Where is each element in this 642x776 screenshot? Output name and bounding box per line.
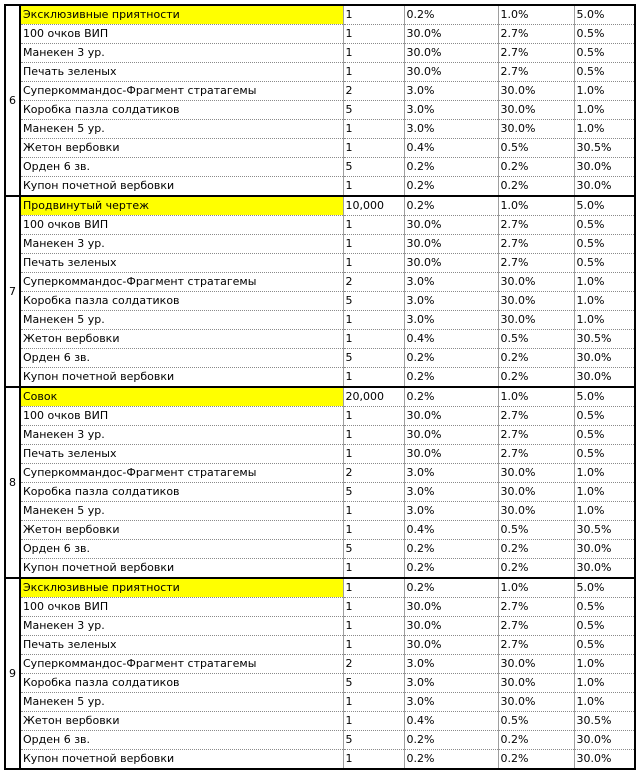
table-row [5, 177, 635, 197]
chance-2-cell[interactable]: 0.5% [498, 712, 574, 731]
group-index-cell[interactable]: 7 [5, 196, 20, 387]
chance-2-cell[interactable]: 0.5% [498, 521, 574, 540]
table-row [5, 25, 635, 44]
item-name-cell[interactable]: Жетон вербовки [20, 330, 343, 349]
table-row [5, 120, 635, 139]
rewards-table-body [5, 5, 635, 769]
table-row [5, 655, 635, 674]
chance-3-cell[interactable]: 30.5% [574, 712, 635, 731]
table-row [5, 464, 635, 483]
chance-3-cell[interactable]: 0.5% [574, 426, 635, 445]
table-row [5, 349, 635, 368]
chance-3-cell[interactable]: 1.0% [574, 120, 635, 139]
chance-1-cell[interactable]: 3.0% [404, 292, 498, 311]
chance-3-cell[interactable]: 30.0% [574, 349, 635, 368]
chance-2-cell[interactable]: 30.0% [498, 464, 574, 483]
chance-1-cell[interactable]: 0.2% [404, 750, 498, 770]
item-name-cell[interactable]: 100 очков ВИП [20, 216, 343, 235]
table-row [5, 712, 635, 731]
quantity-cell[interactable]: 1 [343, 330, 404, 349]
chance-2-cell[interactable]: 1.0% [498, 196, 574, 216]
chance-2-cell[interactable]: 30.0% [498, 273, 574, 292]
chance-3-cell[interactable]: 0.5% [574, 254, 635, 273]
item-name-cell[interactable]: Манекен 3 ур. [20, 617, 343, 636]
chance-3-cell[interactable]: 30.5% [574, 330, 635, 349]
quantity-cell[interactable]: 1 [343, 235, 404, 254]
table-row [5, 273, 635, 292]
rewards-table [4, 4, 636, 770]
chance-1-cell[interactable]: 0.2% [404, 731, 498, 750]
chance-3-cell[interactable]: 1.0% [574, 502, 635, 521]
item-name-cell[interactable]: Коробка пазла солдатиков [20, 674, 343, 693]
item-name-cell[interactable]: Печать зеленых [20, 636, 343, 655]
chance-3-cell[interactable]: 30.5% [574, 521, 635, 540]
item-name-cell[interactable]: Печать зеленых [20, 254, 343, 273]
table-row [5, 578, 635, 598]
quantity-cell[interactable]: 2 [343, 464, 404, 483]
item-name-cell[interactable]: Коробка пазла солдатиков [20, 101, 343, 120]
chance-2-cell[interactable]: 1.0% [498, 5, 574, 25]
quantity-cell[interactable]: 1 [343, 598, 404, 617]
table-row [5, 407, 635, 426]
chance-1-cell[interactable]: 30.0% [404, 216, 498, 235]
item-name-cell[interactable]: Купон почетной вербовки [20, 177, 343, 197]
chance-1-cell[interactable]: 30.0% [404, 598, 498, 617]
item-name-cell[interactable]: Коробка пазла солдатиков [20, 292, 343, 311]
table-row [5, 521, 635, 540]
chance-3-cell[interactable]: 1.0% [574, 292, 635, 311]
chance-1-cell[interactable]: 3.0% [404, 655, 498, 674]
chance-2-cell[interactable]: 2.7% [498, 216, 574, 235]
table-row [5, 636, 635, 655]
item-name-cell[interactable]: Печать зеленых [20, 63, 343, 82]
chance-1-cell[interactable]: 0.2% [404, 559, 498, 579]
chance-3-cell[interactable]: 1.0% [574, 674, 635, 693]
chance-2-cell[interactable]: 30.0% [498, 655, 574, 674]
chance-3-cell[interactable]: 0.5% [574, 216, 635, 235]
table-row [5, 63, 635, 82]
chance-1-cell[interactable]: 30.0% [404, 426, 498, 445]
chance-2-cell[interactable]: 2.7% [498, 235, 574, 254]
table-row [5, 330, 635, 349]
quantity-cell[interactable]: 2 [343, 273, 404, 292]
quantity-cell[interactable]: 5 [343, 158, 404, 177]
chance-2-cell[interactable]: 0.2% [498, 177, 574, 197]
item-name-cell[interactable]: Манекен 3 ур. [20, 44, 343, 63]
item-name-cell[interactable]: Печать зеленых [20, 445, 343, 464]
chance-3-cell[interactable]: 0.5% [574, 407, 635, 426]
table-row [5, 693, 635, 712]
item-name-cell[interactable]: Орден 6 зв. [20, 349, 343, 368]
table-row [5, 196, 635, 216]
quantity-cell[interactable]: 1 [343, 120, 404, 139]
table-row [5, 750, 635, 770]
table-row [5, 502, 635, 521]
chance-2-cell[interactable]: 2.7% [498, 254, 574, 273]
quantity-cell[interactable]: 1 [343, 521, 404, 540]
quantity-cell[interactable]: 1 [343, 750, 404, 770]
quantity-cell[interactable]: 5 [343, 674, 404, 693]
item-name-cell[interactable]: Манекен 5 ур. [20, 311, 343, 330]
chance-1-cell[interactable]: 3.0% [404, 693, 498, 712]
chance-2-cell[interactable]: 0.2% [498, 158, 574, 177]
table-row [5, 101, 635, 120]
chance-2-cell[interactable]: 2.7% [498, 617, 574, 636]
chance-1-cell[interactable]: 3.0% [404, 464, 498, 483]
chance-2-cell[interactable]: 2.7% [498, 426, 574, 445]
chance-3-cell[interactable]: 0.5% [574, 445, 635, 464]
item-name-cell[interactable]: Жетон вербовки [20, 521, 343, 540]
group-index-cell[interactable]: 9 [5, 578, 20, 769]
item-name-cell[interactable]: Манекен 5 ур. [20, 120, 343, 139]
quantity-cell[interactable]: 5 [343, 292, 404, 311]
chance-2-cell[interactable]: 2.7% [498, 44, 574, 63]
quantity-cell[interactable]: 1 [343, 177, 404, 197]
quantity-cell[interactable]: 2 [343, 655, 404, 674]
table-row [5, 216, 635, 235]
quantity-cell[interactable]: 1 [343, 63, 404, 82]
chance-1-cell[interactable]: 0.4% [404, 521, 498, 540]
chance-1-cell[interactable]: 0.2% [404, 177, 498, 197]
chance-1-cell[interactable]: 30.0% [404, 25, 498, 44]
chance-1-cell[interactable]: 3.0% [404, 120, 498, 139]
table-row [5, 139, 635, 158]
chance-3-cell[interactable]: 0.5% [574, 63, 635, 82]
table-row [5, 731, 635, 750]
item-name-cell[interactable]: 100 очков ВИП [20, 25, 343, 44]
chance-2-cell[interactable]: 0.2% [498, 368, 574, 388]
table-row [5, 82, 635, 101]
chance-1-cell[interactable]: 30.0% [404, 235, 498, 254]
chance-1-cell[interactable]: 3.0% [404, 82, 498, 101]
item-name-cell[interactable]: Продвинутый чертеж [20, 196, 343, 216]
quantity-cell[interactable]: 1 [343, 712, 404, 731]
chance-2-cell[interactable]: 30.0% [498, 311, 574, 330]
quantity-cell[interactable]: 1 [343, 311, 404, 330]
quantity-cell[interactable]: 1 [343, 426, 404, 445]
chance-3-cell[interactable]: 30.0% [574, 540, 635, 559]
table-row [5, 674, 635, 693]
chance-3-cell[interactable]: 30.0% [574, 750, 635, 770]
chance-3-cell[interactable]: 30.5% [574, 139, 635, 158]
chance-1-cell[interactable]: 0.2% [404, 196, 498, 216]
table-row [5, 387, 635, 407]
chance-3-cell[interactable]: 0.5% [574, 235, 635, 254]
chance-2-cell[interactable]: 30.0% [498, 120, 574, 139]
chance-3-cell[interactable]: 30.0% [574, 368, 635, 388]
chance-1-cell[interactable]: 30.0% [404, 254, 498, 273]
chance-1-cell[interactable]: 0.4% [404, 712, 498, 731]
table-row [5, 617, 635, 636]
chance-1-cell[interactable]: 30.0% [404, 636, 498, 655]
quantity-cell[interactable]: 5 [343, 483, 404, 502]
chance-2-cell[interactable]: 2.7% [498, 598, 574, 617]
chance-3-cell[interactable]: 1.0% [574, 655, 635, 674]
table-row [5, 426, 635, 445]
item-name-cell[interactable]: Совок [20, 387, 343, 407]
table-row [5, 44, 635, 63]
table-row [5, 598, 635, 617]
quantity-cell[interactable]: 5 [343, 540, 404, 559]
quantity-cell[interactable]: 1 [343, 139, 404, 158]
chance-2-cell[interactable]: 2.7% [498, 407, 574, 426]
chance-2-cell[interactable]: 2.7% [498, 25, 574, 44]
chance-1-cell[interactable]: 30.0% [404, 63, 498, 82]
quantity-cell[interactable]: 1 [343, 693, 404, 712]
quantity-cell[interactable]: 1 [343, 368, 404, 388]
chance-3-cell[interactable]: 1.0% [574, 311, 635, 330]
table-row [5, 445, 635, 464]
chance-1-cell[interactable]: 0.4% [404, 330, 498, 349]
chance-3-cell[interactable]: 30.0% [574, 559, 635, 579]
quantity-cell[interactable]: 1 [343, 407, 404, 426]
chance-2-cell[interactable]: 30.0% [498, 82, 574, 101]
item-name-cell[interactable]: Купон почетной вербовки [20, 368, 343, 388]
quantity-cell[interactable]: 1 [343, 5, 404, 25]
item-name-cell[interactable]: Суперкоммандос-Фрагмент стратагемы [20, 82, 343, 101]
quantity-cell[interactable]: 1 [343, 445, 404, 464]
chance-1-cell[interactable]: 0.2% [404, 540, 498, 559]
chance-3-cell[interactable]: 1.0% [574, 483, 635, 502]
chance-3-cell[interactable]: 1.0% [574, 273, 635, 292]
item-name-cell[interactable]: Коробка пазла солдатиков [20, 483, 343, 502]
chance-1-cell[interactable]: 0.2% [404, 578, 498, 598]
chance-2-cell[interactable]: 30.0% [498, 502, 574, 521]
group-index-cell[interactable]: 6 [5, 5, 20, 196]
chance-2-cell[interactable]: 0.2% [498, 731, 574, 750]
chance-2-cell[interactable]: 0.2% [498, 349, 574, 368]
chance-1-cell[interactable]: 0.2% [404, 368, 498, 388]
item-name-cell[interactable]: Орден 6 зв. [20, 540, 343, 559]
quantity-cell[interactable]: 1 [343, 44, 404, 63]
chance-1-cell[interactable]: 3.0% [404, 101, 498, 120]
item-name-cell[interactable]: Жетон вербовки [20, 712, 343, 731]
chance-1-cell[interactable]: 0.2% [404, 387, 498, 407]
item-name-cell[interactable]: Орден 6 зв. [20, 158, 343, 177]
quantity-cell[interactable]: 1 [343, 502, 404, 521]
chance-2-cell[interactable]: 0.5% [498, 330, 574, 349]
table-row [5, 368, 635, 388]
chance-3-cell[interactable]: 1.0% [574, 101, 635, 120]
table-row [5, 235, 635, 254]
chance-3-cell[interactable]: 1.0% [574, 464, 635, 483]
chance-2-cell[interactable]: 0.5% [498, 139, 574, 158]
quantity-cell[interactable]: 1 [343, 25, 404, 44]
chance-2-cell[interactable]: 0.2% [498, 540, 574, 559]
item-name-cell[interactable]: 100 очков ВИП [20, 407, 343, 426]
chance-1-cell[interactable]: 0.2% [404, 158, 498, 177]
quantity-cell[interactable]: 2 [343, 82, 404, 101]
item-name-cell[interactable]: Суперкоммандос-Фрагмент стратагемы [20, 655, 343, 674]
item-name-cell[interactable]: 100 очков ВИП [20, 598, 343, 617]
chance-3-cell[interactable]: 30.0% [574, 731, 635, 750]
item-name-cell[interactable]: Эксклюзивные приятности [20, 5, 343, 25]
chance-1-cell[interactable]: 30.0% [404, 617, 498, 636]
chance-1-cell[interactable]: 0.2% [404, 5, 498, 25]
chance-2-cell[interactable]: 30.0% [498, 693, 574, 712]
chance-1-cell[interactable]: 3.0% [404, 311, 498, 330]
table-row [5, 158, 635, 177]
quantity-cell[interactable]: 1 [343, 216, 404, 235]
item-name-cell[interactable]: Манекен 5 ур. [20, 693, 343, 712]
chance-3-cell[interactable]: 0.5% [574, 636, 635, 655]
item-name-cell[interactable]: Суперкоммандос-Фрагмент стратагемы [20, 464, 343, 483]
item-name-cell[interactable]: Суперкоммандос-Фрагмент стратагемы [20, 273, 343, 292]
item-name-cell[interactable]: Орден 6 зв. [20, 731, 343, 750]
chance-2-cell[interactable]: 2.7% [498, 63, 574, 82]
quantity-cell[interactable]: 1 [343, 636, 404, 655]
group-index-cell[interactable]: 8 [5, 387, 20, 578]
chance-2-cell[interactable]: 2.7% [498, 636, 574, 655]
item-name-cell[interactable]: Купон почетной вербовки [20, 559, 343, 579]
chance-3-cell[interactable]: 5.0% [574, 387, 635, 407]
chance-1-cell[interactable]: 30.0% [404, 445, 498, 464]
table-row [5, 483, 635, 502]
chance-3-cell[interactable]: 5.0% [574, 5, 635, 25]
chance-3-cell[interactable]: 5.0% [574, 196, 635, 216]
quantity-cell[interactable]: 1 [343, 254, 404, 273]
item-name-cell[interactable]: Жетон вербовки [20, 139, 343, 158]
item-name-cell[interactable]: Купон почетной вербовки [20, 750, 343, 770]
chance-2-cell[interactable]: 1.0% [498, 387, 574, 407]
quantity-cell[interactable]: 20,000 [343, 387, 404, 407]
chance-1-cell[interactable]: 30.0% [404, 407, 498, 426]
chance-2-cell[interactable]: 2.7% [498, 445, 574, 464]
item-name-cell[interactable]: Манекен 5 ур. [20, 502, 343, 521]
chance-3-cell[interactable]: 30.0% [574, 158, 635, 177]
table-row [5, 5, 635, 25]
quantity-cell[interactable]: 1 [343, 617, 404, 636]
chance-3-cell[interactable]: 30.0% [574, 177, 635, 197]
chance-3-cell[interactable]: 0.5% [574, 598, 635, 617]
quantity-cell[interactable]: 10,000 [343, 196, 404, 216]
chance-3-cell[interactable]: 0.5% [574, 25, 635, 44]
chance-2-cell[interactable]: 0.2% [498, 750, 574, 770]
chance-1-cell[interactable]: 30.0% [404, 44, 498, 63]
table-row [5, 559, 635, 579]
chance-1-cell[interactable]: 0.2% [404, 349, 498, 368]
chance-2-cell[interactable]: 30.0% [498, 483, 574, 502]
item-name-cell[interactable]: Манекен 3 ур. [20, 426, 343, 445]
table-row [5, 292, 635, 311]
chance-2-cell[interactable]: 30.0% [498, 674, 574, 693]
quantity-cell[interactable]: 5 [343, 349, 404, 368]
chance-3-cell[interactable]: 1.0% [574, 693, 635, 712]
chance-2-cell[interactable]: 30.0% [498, 292, 574, 311]
item-name-cell[interactable]: Эксклюзивные приятности [20, 578, 343, 598]
chance-3-cell[interactable]: 5.0% [574, 578, 635, 598]
quantity-cell[interactable]: 5 [343, 101, 404, 120]
quantity-cell[interactable]: 1 [343, 578, 404, 598]
chance-2-cell[interactable]: 30.0% [498, 101, 574, 120]
chance-2-cell[interactable]: 1.0% [498, 578, 574, 598]
chance-3-cell[interactable]: 0.5% [574, 617, 635, 636]
chance-3-cell[interactable]: 0.5% [574, 44, 635, 63]
chance-1-cell[interactable]: 3.0% [404, 273, 498, 292]
chance-1-cell[interactable]: 3.0% [404, 502, 498, 521]
quantity-cell[interactable]: 1 [343, 559, 404, 579]
table-row [5, 540, 635, 559]
chance-1-cell[interactable]: 0.4% [404, 139, 498, 158]
chance-1-cell[interactable]: 3.0% [404, 483, 498, 502]
chance-3-cell[interactable]: 1.0% [574, 82, 635, 101]
table-row [5, 254, 635, 273]
quantity-cell[interactable]: 5 [343, 731, 404, 750]
chance-2-cell[interactable]: 0.2% [498, 559, 574, 579]
table-row [5, 311, 635, 330]
chance-1-cell[interactable]: 3.0% [404, 674, 498, 693]
item-name-cell[interactable]: Манекен 3 ур. [20, 235, 343, 254]
